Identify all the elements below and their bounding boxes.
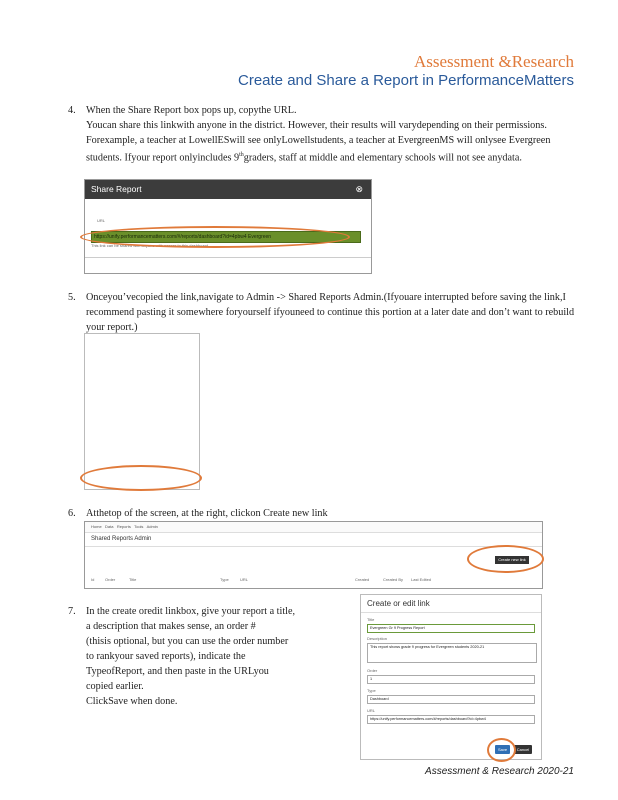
footer: Assessment & Research 2020-21 (425, 766, 574, 777)
step-number: 7. (68, 606, 76, 617)
nav-reports[interactable]: Reports (116, 524, 131, 529)
step-6-paragraph: Atthetop of the screen, at the right, clickon Create new link (86, 508, 328, 519)
highlight-oval (80, 465, 202, 491)
nav-admin[interactable]: Admin (146, 524, 158, 529)
order-input[interactable]: 1 (367, 675, 535, 684)
header-title: Assessment &Research (413, 52, 574, 71)
share-note: This link can be shared with anyone with access to this dashboard (91, 243, 209, 248)
step-number: 5. (68, 292, 76, 303)
dialog-title: Share Report (91, 184, 142, 194)
url-label: URL (97, 218, 106, 223)
url-input[interactable]: https://unify.performancematters.com/#/reports/dashboard?id=4pbw4 (367, 715, 535, 724)
highlight-oval (487, 738, 516, 762)
dialog-title: Create or edit link (361, 595, 541, 613)
url-field[interactable]: https://unify.performancematters.com/#/reports/dashboard?id=4pbw4 Evergreen (91, 231, 361, 243)
nav-data[interactable]: Data (105, 524, 114, 529)
type-select[interactable]: Dashboard (367, 695, 535, 704)
cancel-button[interactable]: Cancel (514, 745, 532, 754)
dialog-header (85, 180, 371, 199)
title-input[interactable]: Evergreen Gr 9 Progress Report (367, 624, 535, 633)
table-header: Id Order Title Type URL Created Created By Last Edited (91, 577, 432, 582)
step-7-paragraph: In the create oredit linkbox, give your report a title, a description that makes sense, an order # (thisis optional, but you can use the order number to rankyour saved reports), indicate the TypeofReport, and then paste in the URLyou copied earlier. ClickSave when done. (86, 606, 296, 707)
step-4-paragraph: Youcan share this linkwith anyone in the district. However, their results will varydepending on their permissions. Forexample, a teacher at LowellESwill see onlyLowellstudents, a teacher at EvergreenMS will onlysee Evergreen students. Ifyour report onlyincludes 9thgraders, staff at middle and elementary schools will not see anydata. (86, 120, 551, 164)
description-input[interactable]: This report shows grade 9 progress for Evergreen students 2020-21 (367, 643, 537, 663)
step-5-paragraph: Onceyou’vecopied the link,navigate to Admin -> Shared Reports Admin.(Ifyouare interrupted before saving the link,I recommend pasting it somewhere foryourself ifyouneed to continue this portion at a later date and don’t want to rebuild your report.) (86, 292, 575, 333)
create-new-link-button[interactable]: Create new link (495, 556, 529, 564)
step-4-heading: When the Share Report box pops up, copythe URL. (86, 105, 297, 116)
highlight-oval (80, 226, 350, 248)
page-title: Shared Reports Admin (91, 536, 152, 542)
close-icon[interactable]: ⊗ (355, 184, 363, 194)
top-nav (85, 522, 542, 533)
highlight-oval (467, 545, 544, 573)
step-number: 6. (68, 508, 76, 519)
header-subtitle: Create and Share a Report in PerformanceMatters (238, 72, 574, 89)
dialog-divider (85, 257, 371, 258)
nav-home[interactable]: Home (91, 524, 102, 529)
save-button[interactable]: Save (495, 745, 510, 754)
create-edit-link-dialog: Create or edit link Title Evergreen Gr 9 Progress Report Description This report shows grade 9 progress for Evergreen students 2020-21 Order 1 Type Dashboard URL https://unify.performancematters.com/#/reports/dashboard?id=4pbw4 Save Cancel (360, 594, 542, 760)
step-number: 4. (68, 105, 76, 116)
nav-tools[interactable]: Tools (134, 524, 144, 529)
